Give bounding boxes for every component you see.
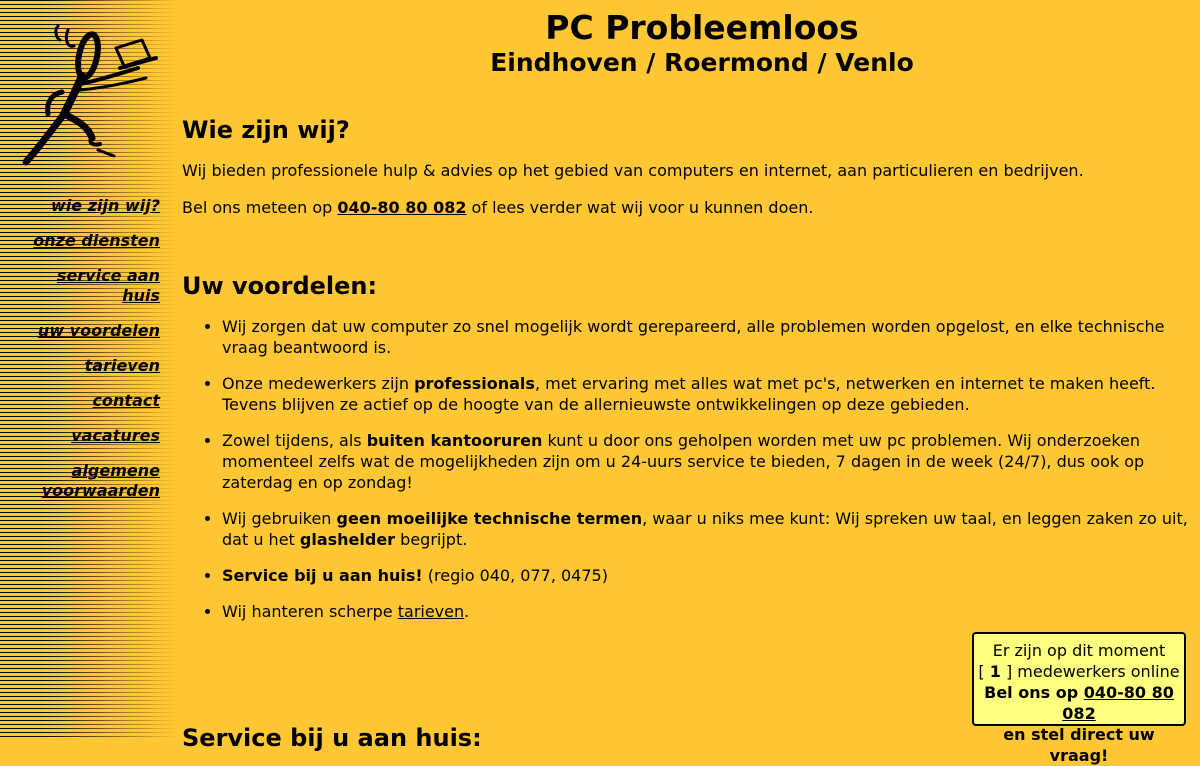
nav-link-wie-zijn-wij[interactable]: wie zijn wij? (51, 196, 160, 215)
benefit-text: . (464, 602, 470, 621)
benefit-text: Wij hanteren scherpe (222, 602, 398, 621)
site-title: PC Probleemloos (545, 8, 859, 47)
call-us-text (182, 197, 1192, 218)
count-bracket-open: [ (978, 662, 990, 681)
nav-link-algemene-voorwaarden[interactable]: algemene voorwaarden (41, 461, 160, 500)
online-staff-widget (972, 632, 1186, 765)
benefit-item (222, 565, 1192, 586)
benefit-item (222, 373, 1192, 415)
benefit-emphasis: professionals (414, 374, 535, 393)
nav-link-vacatures[interactable]: vacatures (71, 426, 160, 445)
benefit-emphasis: geen moeilijke technische termen (336, 509, 643, 528)
nav-link-uw-voordelen[interactable]: uw voordelen (37, 321, 160, 340)
benefits-list (182, 316, 1192, 622)
nav-link-onze-diensten[interactable]: onze diensten (33, 231, 160, 250)
call-us-prefix: Bel ons meteen op (182, 198, 338, 217)
online-count: 1 (989, 662, 1001, 681)
benefit-item (222, 430, 1192, 493)
benefit-emphasis: glashelder (299, 530, 396, 549)
benefit-text: Wij zorgen dat uw computer zo snel mogelijk wordt gerepareerd, alle problemen worden opgelost, en elke technische vraag beantwoord is. (222, 317, 1165, 357)
online-call-line (974, 682, 1184, 724)
benefit-emphasis: Service bij u aan huis! (222, 566, 423, 585)
benefit-text: kunt u door ons geholpen worden met uw pc problemen. Wij onderzoeken momenteel zelfs wat de mogelijkheden zijn om u 24-uurs service te bieden, 7 dagen in de week (24/7), dus ook op zaterdag en op zondag! (222, 431, 1145, 492)
benefit-text: , met ervaring met alles wat met pc's, netwerken en internet te maken heeft. Tevens blijven ze actief op de hoogte van de allernieuwste ontwikkelingen op deze gebieden. (222, 374, 1156, 414)
section-heading-wie-zijn-wij: Wie zijn wij? (182, 116, 350, 144)
phone-link[interactable]: 040-80 80 082 (337, 198, 467, 217)
main-content (182, 0, 1192, 637)
benefit-text: Zowel tijdens, als (222, 431, 367, 450)
benefit-text: begrijpt. (395, 530, 468, 549)
benefit-text: , waar u niks mee kunt: Wij spreken uw taal, en leggen zaken zo uit, dat u het (222, 509, 1188, 549)
benefit-text: Onze medewerkers zijn (222, 374, 415, 393)
tarieven-link[interactable]: tarieven (397, 602, 465, 621)
nav-link-service-aan-huis[interactable]: service aan huis (56, 266, 160, 305)
benefit-text: Wij gebruiken (222, 509, 337, 528)
call-us-suffix: of lees verder wat wij voor u kunnen doen. (466, 198, 814, 217)
online-count-line (974, 661, 1184, 682)
benefit-text: (regio 040, 077, 0475) (422, 566, 608, 585)
section-heading-service-aan-huis: Service bij u aan huis: (182, 724, 482, 752)
benefit-item (222, 316, 1192, 358)
online-phone-link[interactable]: 040-80 80 082 (1062, 683, 1174, 723)
benefit-emphasis: buiten kantooruren (366, 431, 543, 450)
online-cta: en stel direct uw vraag! (1003, 725, 1155, 765)
site-locations: Eindhoven / Roermond / Venlo (490, 48, 914, 77)
count-label: ] medewerkers online (1000, 662, 1180, 681)
main-navigation (20, 196, 160, 516)
nav-link-tarieven[interactable]: tarieven (84, 356, 160, 375)
sidebar (0, 0, 180, 740)
online-status-text: Er zijn op dit moment (992, 641, 1166, 660)
section-heading-uw-voordelen: Uw voordelen: (182, 272, 378, 300)
nav-link-contact[interactable]: contact (92, 391, 160, 410)
running-person-laptop-logo-icon[interactable] (10, 18, 160, 168)
benefit-item (222, 508, 1192, 550)
online-call-label: Bel ons op (984, 683, 1084, 702)
benefit-item (222, 601, 1192, 622)
intro-text: Wij bieden professionele hulp & advies op het gebied van computers en internet, aan particulieren en bedrijven. (182, 161, 1084, 180)
